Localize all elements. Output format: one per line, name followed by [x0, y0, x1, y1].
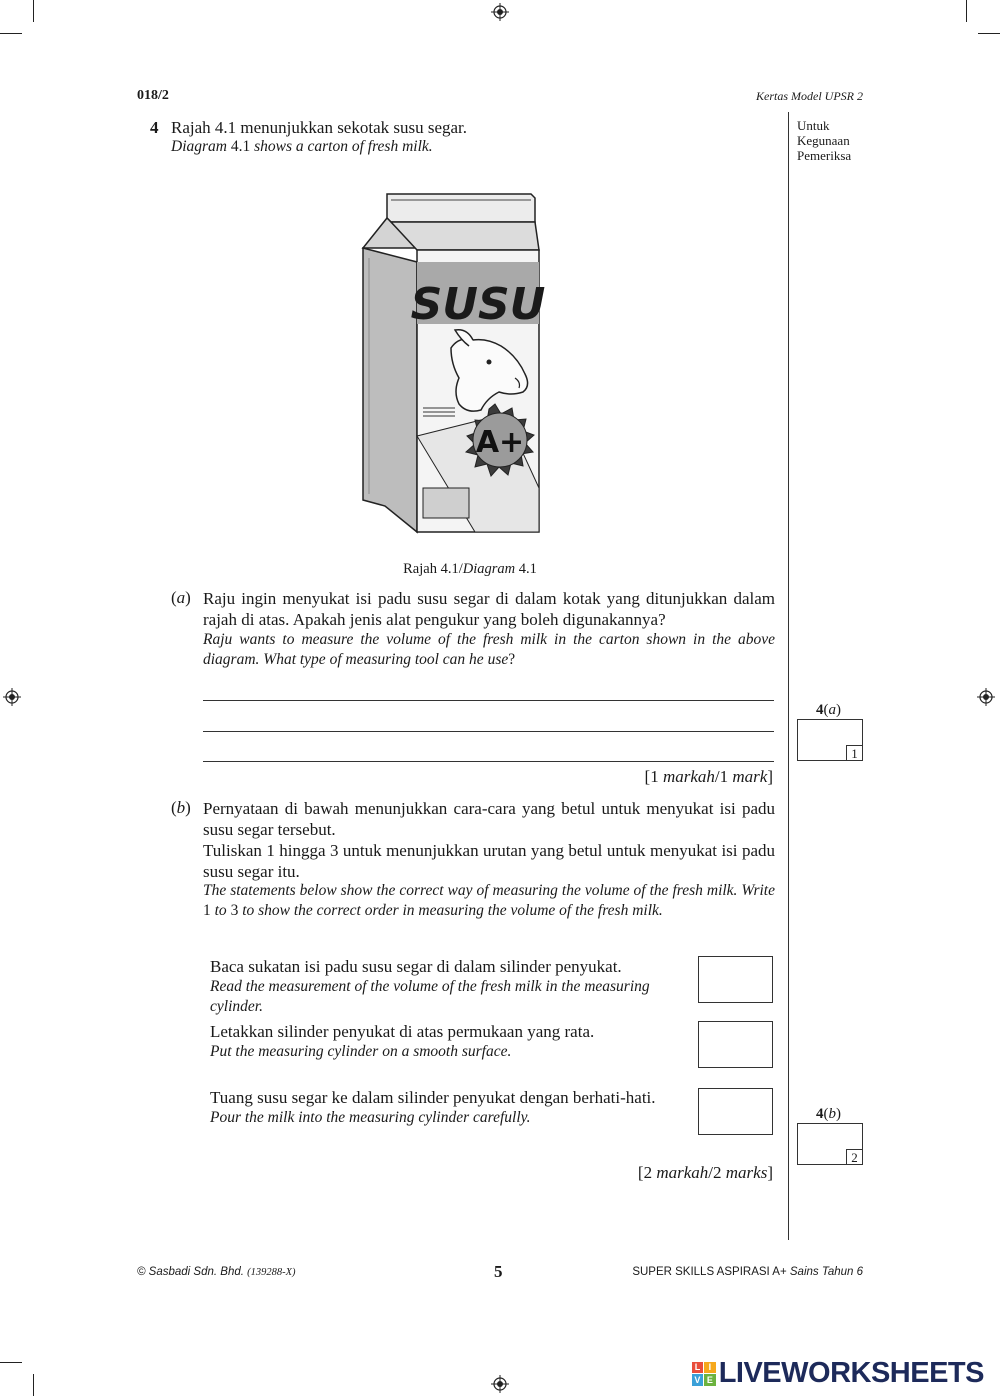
score-box-4b [797, 1123, 863, 1165]
part-a-text-en: Raju wants to measure the volume of the fresh milk in the carton shown in the above diagram. What type of measuring tool can he use? [203, 631, 775, 668]
examiner-line: Kegunaan [797, 133, 850, 148]
examiner-column-heading [797, 118, 877, 163]
page-number: 5 [494, 1262, 503, 1281]
milk-carton-illustration [355, 188, 550, 536]
diagram-caption: Rajah 4.1/Diagram 4.1 [403, 561, 537, 577]
badge-text: A+ [475, 425, 525, 460]
part-a-marks: [1 markah/1 mark] [644, 767, 773, 786]
brand-name: LIVEWORKSHEETS [718, 1357, 984, 1389]
part-a-label: (a) [171, 588, 191, 607]
order-input-box[interactable] [698, 956, 773, 1003]
score-max: 2 [846, 1149, 863, 1165]
part-b-text-ms-1: Pernyataan di bawah menunjukkan cara-cara yang betul untuk menyukat isi padu susu segar tersebut. [203, 799, 775, 839]
crop-mark [978, 33, 1000, 34]
statement-text-en: Read the measurement of the volume of the fresh milk in the measuring cylinder. [210, 978, 650, 1015]
statement-text-ms: Baca sukatan isi padu susu segar di dalam silinder penyukat. [210, 957, 622, 976]
answer-line[interactable] [203, 761, 774, 762]
liveworksheets-logo-icon: L I V E [692, 1362, 716, 1386]
statement-1 [210, 956, 690, 1017]
order-input-box[interactable] [698, 1088, 773, 1135]
statement-2 [210, 1021, 690, 1062]
statement-text-ms: Tuang susu segar ke dalam silinder penyukat dengan berhati-hati. [210, 1088, 656, 1107]
question-number: 4 [150, 118, 159, 137]
examiner-divider [788, 112, 789, 1240]
crop-mark [0, 33, 22, 34]
carton-brand-text: SUSU [410, 279, 546, 330]
carton-top [387, 194, 535, 222]
registration-mark-icon [491, 1375, 509, 1393]
crop-mark [33, 1374, 34, 1396]
part-a-text-ms: Raju ingin menyukat isi padu susu segar di dalam kotak yang ditunjukkan dalam rajah di atas. Apakah jenis alat pengukur yang boleh digunakannya? [203, 589, 775, 629]
registration-mark-icon [3, 688, 21, 706]
crop-mark [966, 0, 967, 22]
part-b-text-ms-2: Tuliskan 1 hingga 3 untuk menunjukkan urutan yang betul untuk menyukat isi padu susu segar itu. [203, 841, 775, 881]
part-b-text-en: The statements below show the correct way of measuring the volume of the fresh milk. Write 1 to 3 to show the correct order in measuring the volume of the fresh milk. [203, 882, 775, 919]
carton-left-side [363, 248, 417, 532]
score-label-4b: 4(b) [816, 1106, 841, 1122]
answer-line[interactable] [203, 700, 774, 701]
footer-copyright: © Sasbadi Sdn. Bhd. (139288-X) [137, 1266, 296, 1278]
crop-mark [0, 1362, 22, 1363]
part-b-marks: [2 markah/2 marks] [637, 1163, 773, 1182]
paper-code: 018/2 [137, 88, 169, 103]
part-b-label: (b) [171, 798, 191, 817]
footer-series: SUPER SKILLS ASPIRASI A+ Sains Tahun 6 [632, 1266, 863, 1278]
score-max: 1 [846, 745, 863, 761]
answer-line[interactable] [203, 731, 774, 732]
registration-mark-icon [977, 688, 995, 706]
score-box-4a [797, 719, 863, 761]
crop-mark [33, 0, 34, 22]
score-label-4a: 4(a) [816, 702, 841, 718]
paper-title: Kertas Model UPSR 2 [756, 89, 863, 103]
examiner-line: Untuk [797, 118, 830, 133]
liveworksheets-brand [692, 1357, 984, 1390]
statement-text-en: Pour the milk into the measuring cylinder carefully. [210, 1109, 531, 1126]
registration-mark-icon [491, 3, 509, 21]
question-text-ms: Rajah 4.1 menunjukkan sekotak susu segar. [171, 118, 468, 137]
carton-right-roof [391, 222, 539, 250]
question-text-en: Diagram 4.1 shows a carton of fresh milk. [171, 138, 433, 155]
examiner-line: Pemeriksa [797, 148, 852, 163]
statement-3 [210, 1087, 690, 1128]
statement-text-ms: Letakkan silinder penyukat di atas permukaan yang rata. [210, 1022, 595, 1041]
statement-text-en: Put the measuring cylinder on a smooth surface. [210, 1043, 512, 1060]
order-input-box[interactable] [698, 1021, 773, 1068]
